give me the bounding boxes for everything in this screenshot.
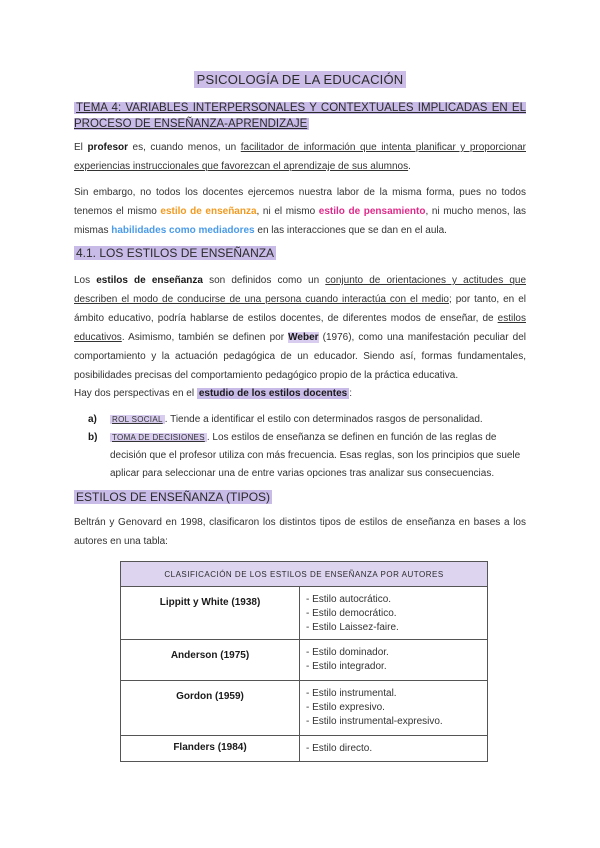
table-row	[121, 587, 488, 640]
styles-cell: - Estilo dominador. - Estilo integrador.	[300, 640, 488, 681]
table-header: CLASIFICACIÓN DE LOS ESTILOS DE ENSEÑANZA POR AUTORES	[121, 562, 488, 587]
styles-table	[120, 561, 488, 762]
document-title: PSICOLOGÍA DE LA EDUCACIÓN	[0, 72, 600, 87]
table-row	[121, 736, 488, 762]
author-cell: Gordon (1959)	[121, 681, 300, 736]
styles-cell: - Estilo autocrático. - Estilo democrático. - Estilo Laissez-faire.	[300, 587, 488, 640]
section-heading-4-1: 4.1. LOS ESTILOS DE ENSEÑANZA	[76, 246, 275, 260]
table-row	[121, 640, 488, 681]
author-cell: Lippitt y White (1938)	[121, 587, 300, 640]
perspectives-list	[88, 411, 528, 483]
styles-cell: - Estilo instrumental. - Estilo expresivo. - Estilo instrumental-expresivo.	[300, 681, 488, 736]
perspectives-intro: Hay dos perspectivas en el estudio de los estilos docentes :	[74, 388, 352, 399]
tema-heading: TEMA 4: VARIABLES INTERPERSONALES Y CONTEXTUALES IMPLICADAS EN EL PROCESO DE ENSEÑANZA-APRENDIZAJE	[74, 102, 526, 130]
tipos-paragraph: Beltrán y Genovard en 1998, clasificaron los distintos tipos de estilos de enseñanza en bases a los autores en una tabla:	[74, 517, 526, 547]
author-cell: Anderson (1975)	[121, 640, 300, 681]
intro-paragraph-1: El profesor es, cuando menos, un facilitador de información que intenta planificar y proporcionar experiencias instruccionales que favorezcan el aprendizaje de sus alumnos.	[74, 142, 526, 172]
list-item	[88, 411, 528, 429]
intro-paragraph-2: Sin embargo, no todos los docentes ejercemos nuestra labor de la misma forma, pues no todos tenemos el mismo estilo de enseñanza, ni el mismo estilo de pensamiento, ni mucho menos, las mismas habilidades como mediadores en las interacciones que se dan en el aula.	[74, 187, 527, 236]
list-item	[88, 429, 528, 483]
styles-cell: - Estilo directo.	[300, 736, 488, 762]
list-tag: TOMA DE DECISIONES	[112, 433, 205, 442]
list-marker: a)	[88, 414, 97, 425]
list-text: . Los estilos de enseñanza se definen en función de las reglas de decisión que el profesor utiliza con más frecuencia. Esas reglas, son los principios que suele aplicar para seleccionar una de entre varias opciones tras analizar sus consecuencias.	[110, 432, 521, 479]
definition-paragraph: Los estilos de enseñanza son definidos como un conjunto de orientaciones y actitudes que describen el modo de conducirse de una persona cuando interactúa con el medio; por tanto, en el ámbito educativo, podría hablarse de estilos docentes, de diferentes modos de enseñar, de estilos educativos. Asimismo, también se definen por Weber (1976), como una manifestación peculiar del comportamiento y la actuación pedagógica de un educador. Siendo así, formas fundamentales, posibilidades precisas del comportamiento pedagógico propio de la práctica educativa.	[74, 275, 527, 381]
list-marker: b)	[88, 432, 98, 443]
table-row	[121, 681, 488, 736]
list-text: . Tiende a identificar el estilo con determinados rasgos de personalidad.	[164, 414, 483, 425]
section-heading-tipos: ESTILOS DE ENSEÑANZA (TIPOS)	[76, 490, 271, 504]
author-cell: Flanders (1984)	[121, 736, 300, 762]
list-tag: ROL SOCIAL	[112, 415, 163, 424]
